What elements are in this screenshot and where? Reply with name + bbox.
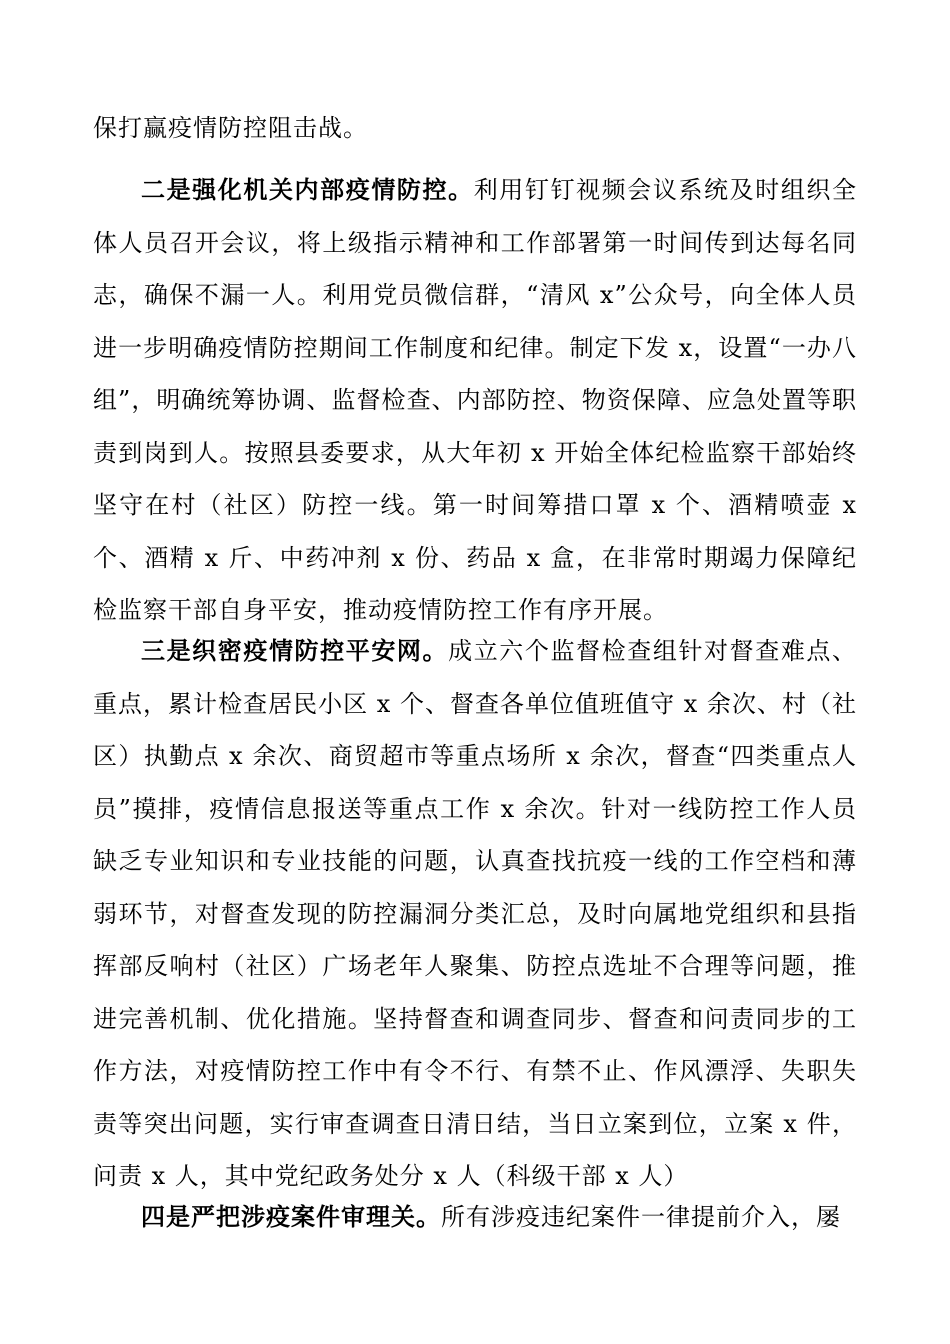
paragraph-body: 所有涉疫违纪案件一律提前介入，屡 <box>441 1203 841 1231</box>
paragraph-body: 成立六个监督检查组针对督查难点、重点，累计检查居民小区 x 个、督查各单位值班值守 x 余次、村（社区）执勤点 x 余次、商贸超市等重点场所 x 余次，督查“四类重点人员”摸排，疫情信息报送等重点工作 x 余次。针对一线防控工作人员缺乏专业知识和专业技能的问题，认真查找抗疫一线的工作空档和薄弱环节，对督查发现的防控漏洞分类汇总，及时向属地党组织和县指挥部反响村（社区）广场老年人聚集、防控点选址不合理等问题，推进完善机制、优化措施。坚持督查和调查同步、督查和问责同步的工作方法，对疫情防控工作中有令不行、有禁不止、作风漂浮、失职失责等突出问题，实行审查调查日清日结，当日立案到位，立案 x 件，问责 x 人，其中党纪政务处分 x 人（科级干部 x 人） <box>93 637 858 1190</box>
paragraph-continuation <box>93 102 857 155</box>
paragraph-case-review <box>93 1191 857 1244</box>
paragraph-safety-net <box>93 625 857 1203</box>
paragraph-heading: 二是强化机关内部疫情防控。 <box>141 175 474 204</box>
paragraph-body: 利用钉钉视频会议系统及时组织全体人员召开会议，将上级指示精神和工作部署第一时间传到达每名同志，确保不漏一人。利用党员微信群，“清风 x”公众号，向全体人员进一步明确疫情防控期间工作制度和纪律。制定下发 x，设置“一办八组”，明确统筹协调、监督检查、内部防控、物资保障、应急处置等职责到岗到人。按照县委要求，从大年初 x 开始全体纪检监察干部始终坚守在村（社区）防控一线。第一时间筹措口罩 x 个、酒精喷壶 x 个、酒精 x 斤、中药冲剂 x 份、药品 x 盒，在非常时期竭力保障纪检监察干部自身平安，推动疫情防控工作有序开展。 <box>93 176 857 624</box>
paragraph-heading: 四是严把涉疫案件审理关。 <box>141 1202 441 1231</box>
paragraph-body: 保打赢疫情防控阻击战。 <box>93 114 368 142</box>
paragraph-heading: 三是织密疫情防控平安网。 <box>141 636 449 665</box>
paragraph-internal-prevention <box>93 164 857 637</box>
